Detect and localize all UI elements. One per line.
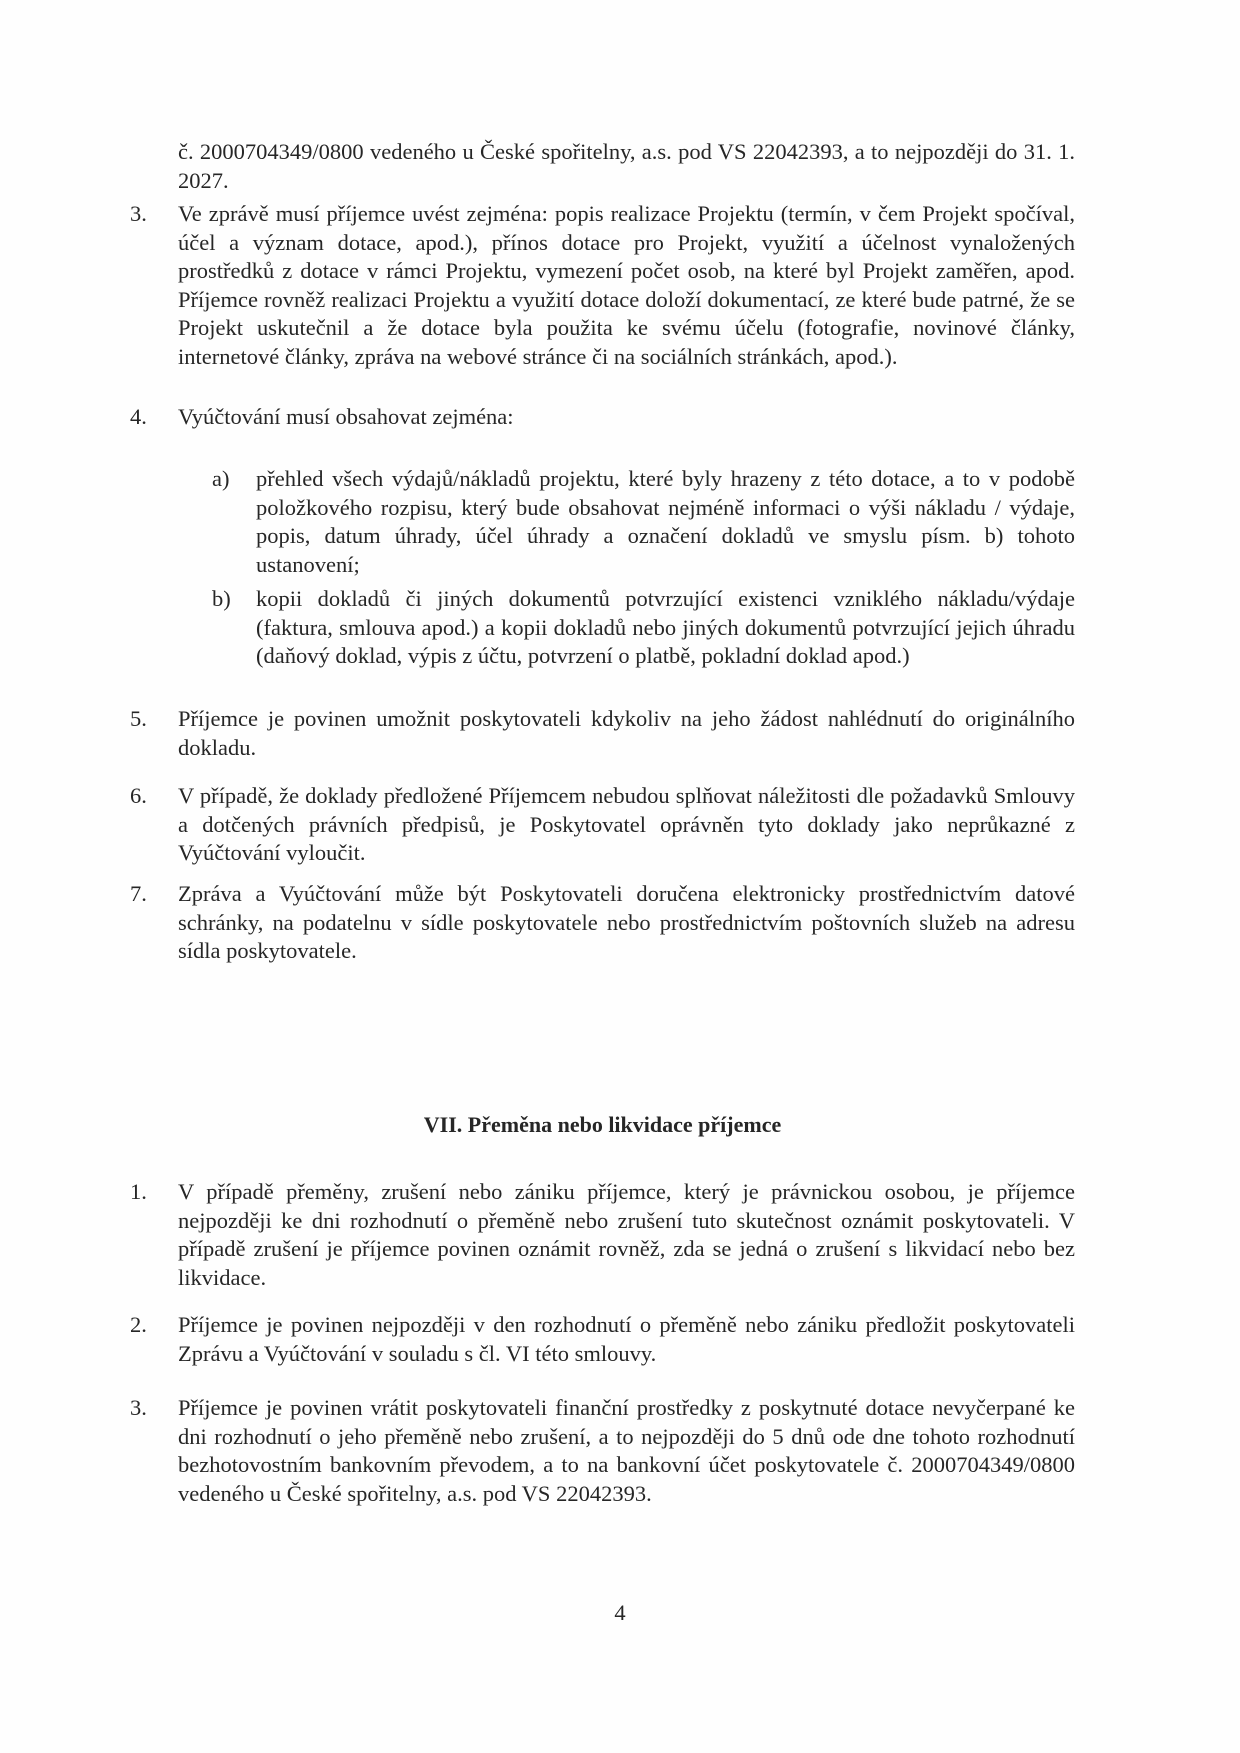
item-text: Ve zprávě musí příjemce uvést zejména: popis realizace Projektu (termín, v čem Projekt spočíval, účel a význam dotace, apod.), přínos dotace pro Projekt, využití a účelnost vynaložených prostředků z dotace v rámci Projektu, vymezení počet osob, na které byl Projekt zaměřen, apod. Příjemce rovněž realizaci Projektu a využití dotace doloží dokumentací, ze které bude patrné, že se Projekt uskutečnil a že dotace byla použita ke svému účelu (fotografie, novinové články, internetové články, zpráva na webové stránce či na sociálních stránkách, apod.). [178,201,1075,369]
item-number: 2. [130,1312,147,1337]
item-number: 6. [130,783,147,808]
item-text: Vyúčtování musí obsahovat zejména: [178,404,514,429]
item-text: Příjemce je povinen umožnit poskytovateli kdykoliv na jeho žádost nahlédnutí do originálního dokladu. [178,706,1075,760]
item-number: 3. [130,1395,147,1420]
item-text: V případě, že doklady předložené Příjemcem nebudou splňovat náležitosti dle požadavků Smlouvy a dotčených právních předpisů, je Poskytovatel oprávněn tyto doklady jako neprůkazné z Vyúčtování vyloučit. [178,783,1075,866]
item-number: 1. [130,1179,147,1204]
item-number: 4. [130,404,147,429]
subitem-letter: a) [212,466,230,491]
subitem-text: kopii dokladů či jiných dokumentů potvrzující existenci vzniklého nákladu/výdaje (faktura, smlouva apod.) a kopii dokladů nebo jiných dokumentů potvrzující jejich úhradu (daňový doklad, výpis z účtu, potvrzení o platbě, pokladní doklad apod.) [256,586,1075,669]
page-number: 4 [614,1600,626,1625]
item-text: Příjemce je povinen nejpozději v den rozhodnutí o přeměně nebo zániku předložit poskytovateli Zprávu a Vyúčtování v souladu s čl. VI této smlouvy. [178,1312,1075,1366]
item-number: 7. [130,881,147,906]
item-text: V případě přeměny, zrušení nebo zániku příjemce, který je právnickou osobou, je příjemce nejpozději ke dni rozhodnutí o přeměně nebo zrušení tuto skutečnost oznámit poskytovateli. V případě zrušení je příjemce povinen oznámit rovněž, zda se jedná o zrušení s likvidací nebo bez likvidace. [178,1179,1075,1290]
subitem-text: přehled všech výdajů/nákladů projektu, které byly hrazeny z této dotace, a to v podobě položkového rozpisu, který bude obsahovat nejméně informaci o výši nákladu / výdaje, popis, datum úhrady, účel úhrady a označení dokladů ve smyslu písm. b) tohoto ustanovení; [256,466,1075,577]
subitem-letter: b) [212,586,231,611]
section7-heading: VII. Přeměna nebo likvidace příjemce [423,1112,782,1137]
item-number: 5. [130,706,147,731]
item-number: 3. [130,201,147,226]
intro-text: č. 2000704349/0800 vedeného u České spořitelny, a.s. pod VS 22042393, a to nejpozději do 31. 1. 2027. [178,139,1075,193]
item-text: Zpráva a Vyúčtování může být Poskytovateli doručena elektronicky prostřednictvím datové schránky, na podatelnu v sídle poskytovatele nebo prostřednictvím poštovních služeb na adresu sídla poskytovatele. [178,881,1075,964]
item-text: Příjemce je povinen vrátit poskytovateli finanční prostředky z poskytnuté dotace nevyčerpané ke dni rozhodnutí o jeho přeměně nebo zrušení, a to nejpozději do 5 dnů ode dne tohoto rozhodnutí bezhotovostním bankovním převodem, a to na bankovní účet poskytovatele č. 2000704349/0800 vedeného u České spořitelny, a.s. pod VS 22042393. [178,1395,1075,1506]
intro-paragraph [178,138,1075,195]
